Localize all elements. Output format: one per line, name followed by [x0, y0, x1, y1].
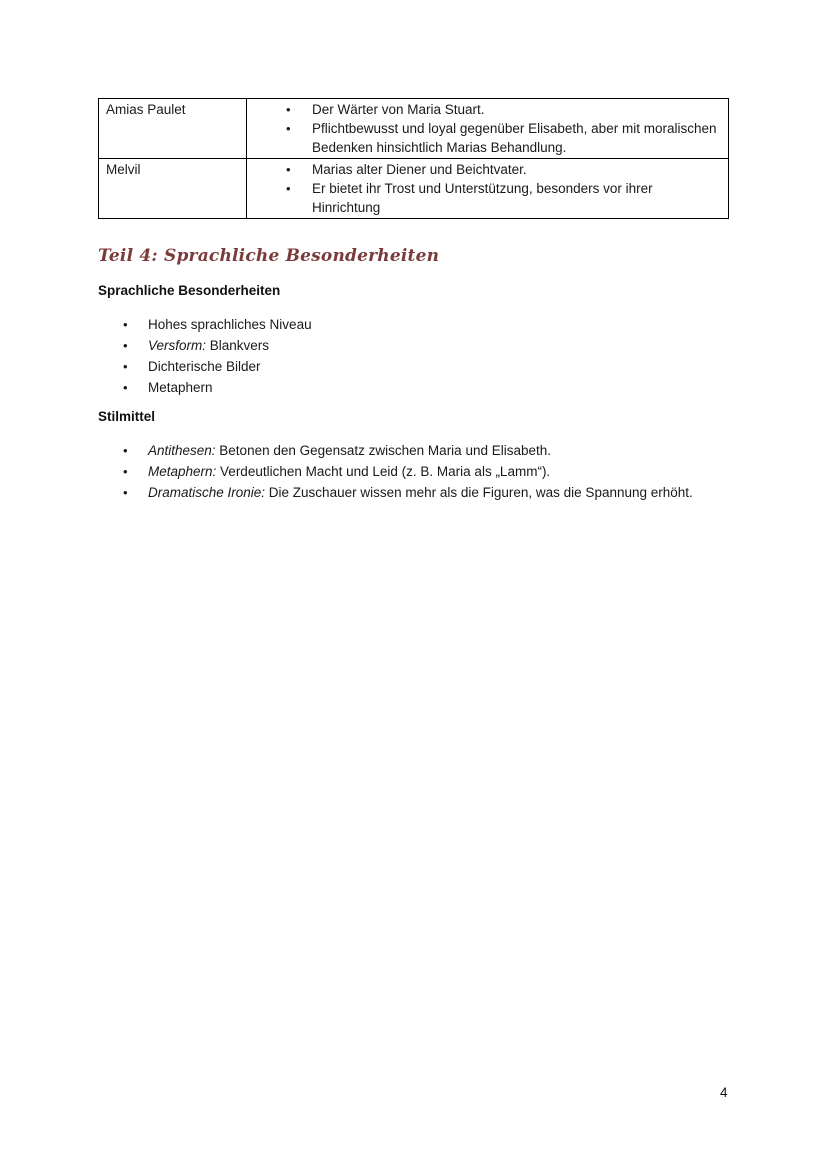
list-item	[98, 482, 693, 503]
list-item: • Der Wärter von Maria Stuart.	[280, 100, 722, 119]
stilmittel-list	[98, 440, 693, 503]
list-item	[98, 440, 693, 461]
list-item: • Marias alter Diener und Beichtvater.	[280, 160, 722, 179]
list-item-text: Betonen den Gegensatz zwischen Maria und Elisabeth.	[215, 443, 552, 458]
subheading-sprachliche-besonderheiten: Sprachliche Besonderheiten	[98, 283, 281, 298]
list-item-text: Metaphern	[148, 380, 213, 395]
characters-table	[98, 98, 729, 219]
list-item-text: Blankvers	[206, 338, 270, 353]
character-name-cell	[99, 99, 247, 159]
list-item	[98, 377, 312, 398]
list-item-term: Dramatische Ironie:	[148, 485, 266, 500]
list-item-text: Verdeutlichen Macht und Leid (z. B. Maria als „Lamm“).	[216, 464, 551, 479]
list-item	[98, 461, 693, 482]
list-item: • Er bietet ihr Trost und Unterstützung, besonders vor ihrer Hinrichtung	[280, 179, 722, 217]
list-item	[98, 356, 312, 377]
character-name-cell	[99, 159, 247, 219]
list-item-term: Versform:	[148, 338, 207, 353]
list-item: • Pflichtbewusst und loyal gegenüber Elisabeth, aber mit moralischen Bedenken hinsichtlich Marias Behandlung.	[280, 119, 722, 157]
list-item-text: Hohes sprachliches Niveau	[148, 317, 312, 332]
list-item-text: Dichterische Bilder	[148, 359, 261, 374]
description-list	[254, 160, 722, 217]
character-description-cell	[247, 99, 729, 159]
sprachliche-besonderheiten-list	[98, 314, 312, 398]
description-list	[254, 100, 722, 157]
list-item-term: Metaphern:	[148, 464, 217, 479]
list-item-text: Die Zuschauer wissen mehr als die Figuren, was die Spannung erhöht.	[265, 485, 693, 500]
table-row	[99, 99, 729, 159]
character-name: Amias Paulet	[106, 102, 186, 117]
table-row	[99, 159, 729, 219]
list-item	[98, 314, 312, 335]
list-item-term: Antithesen:	[148, 443, 216, 458]
character-name: Melvil	[106, 162, 141, 177]
character-description-cell	[247, 159, 729, 219]
list-item	[98, 335, 312, 356]
section-heading: Teil 4: Sprachliche Besonderheiten	[98, 246, 440, 266]
subheading-stilmittel: Stilmittel	[98, 409, 156, 424]
page-number: 4	[720, 1085, 728, 1100]
